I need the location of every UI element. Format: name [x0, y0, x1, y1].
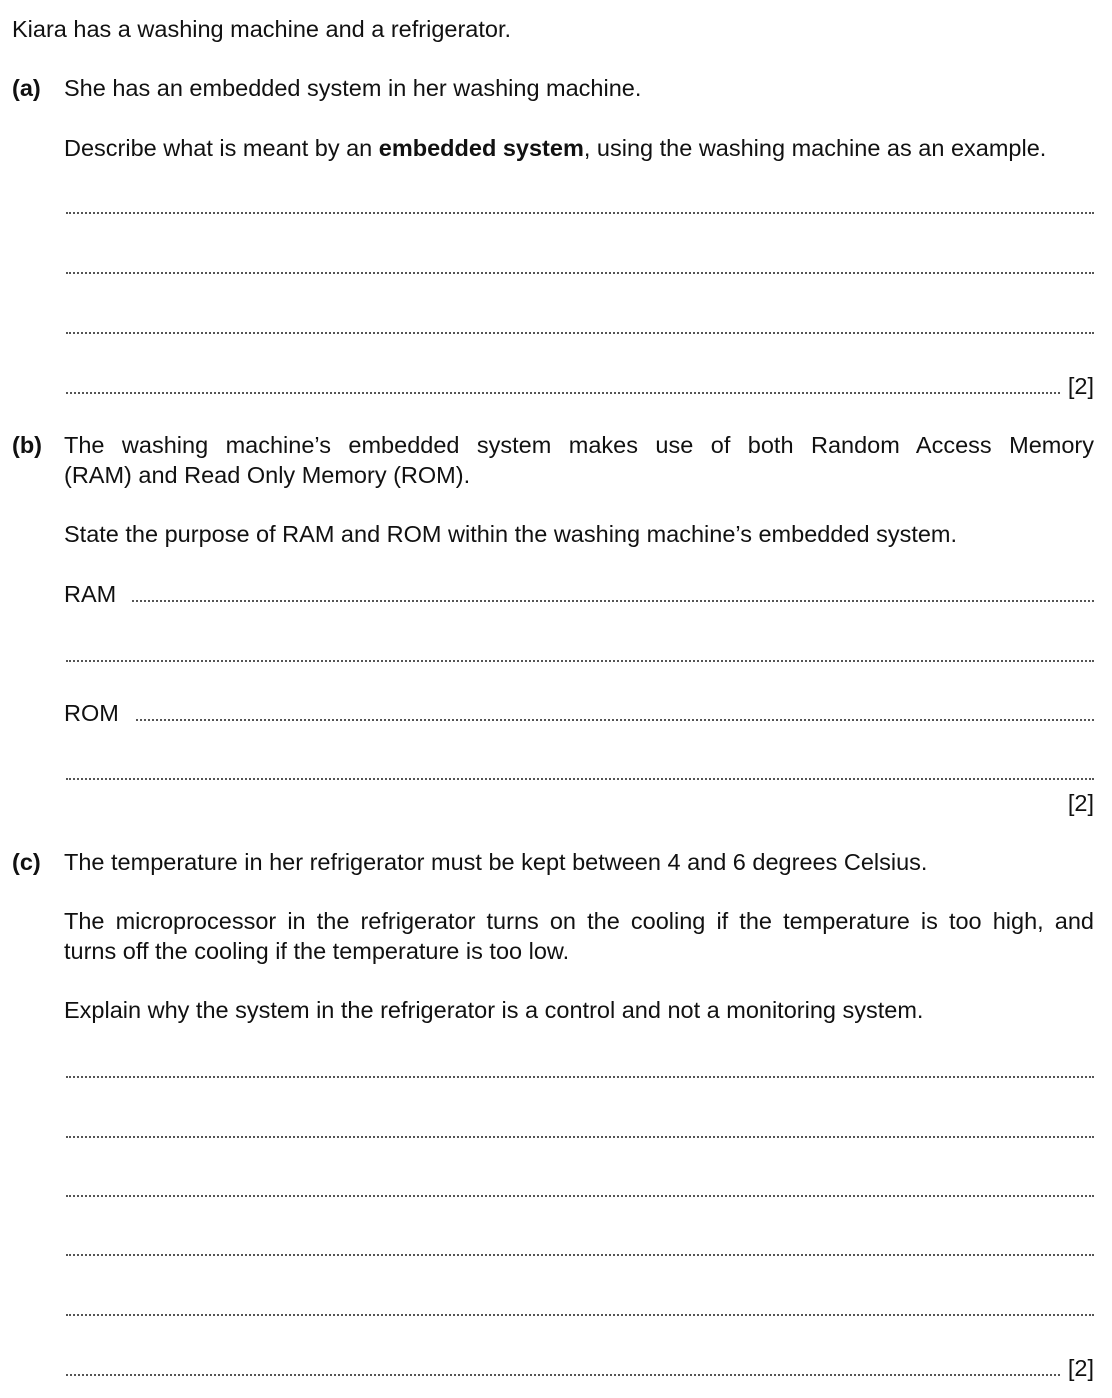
- rom-label: ROM: [64, 700, 119, 726]
- part-a-question-term: embedded system: [378, 135, 584, 161]
- part-c-marks: [2]: [1067, 1355, 1094, 1381]
- question-intro: Kiara has a washing machine and a refrigerator.: [12, 16, 512, 42]
- answer-line-ram2[interactable]: [66, 660, 1094, 662]
- answer-line-rom1[interactable]: [136, 719, 1094, 721]
- part-a-marks: [2]: [1067, 373, 1094, 399]
- part-a-label: (a): [12, 75, 41, 101]
- answer-line-c1[interactable]: [66, 1076, 1094, 1078]
- answer-line-c2[interactable]: [66, 1136, 1094, 1138]
- ram-label: RAM: [64, 581, 117, 607]
- answer-line-c3[interactable]: [66, 1195, 1094, 1197]
- part-a-question-start: Describe what is meant by an: [64, 135, 379, 161]
- part-c-statement: The temperature in her refrigerator must be kept between 4 and 6 degrees Celsius.: [64, 849, 928, 875]
- answer-line-a1[interactable]: [66, 212, 1094, 214]
- part-b-marks: [2]: [1067, 790, 1094, 816]
- answer-line-c5[interactable]: [66, 1314, 1094, 1316]
- answer-line-a2[interactable]: [66, 272, 1094, 274]
- part-c-detail-line2: turns off the cooling if the temperature is too low.: [64, 938, 570, 964]
- part-a-question-end: , using the washing machine as an example.: [583, 135, 1047, 161]
- answer-line-rom2[interactable]: [66, 778, 1094, 780]
- part-c-label: (c): [12, 849, 41, 875]
- part-b-statement-line1: The washing machine’s embedded system makes use of both Random Access Memory: [64, 432, 1094, 458]
- part-b-statement-line2: (RAM) and Read Only Memory (ROM).: [64, 462, 471, 488]
- part-b-label: (b): [12, 432, 43, 458]
- part-c-question: Explain why the system in the refrigerator is a control and not a monitoring system.: [64, 997, 924, 1023]
- part-c-detail-line1: The microprocessor in the refrigerator turns on the cooling if the temperature is too high, and: [64, 908, 1094, 934]
- answer-line-c4[interactable]: [66, 1254, 1094, 1256]
- answer-line-a4[interactable]: [66, 392, 1060, 394]
- part-b-question: State the purpose of RAM and ROM within the washing machine’s embedded system.: [64, 521, 958, 547]
- answer-line-a3[interactable]: [66, 332, 1094, 334]
- part-a-question: [64, 133, 1046, 163]
- part-a-statement: She has an embedded system in her washing machine.: [64, 75, 642, 101]
- answer-line-ram1[interactable]: [132, 600, 1094, 602]
- answer-line-c6[interactable]: [66, 1374, 1060, 1376]
